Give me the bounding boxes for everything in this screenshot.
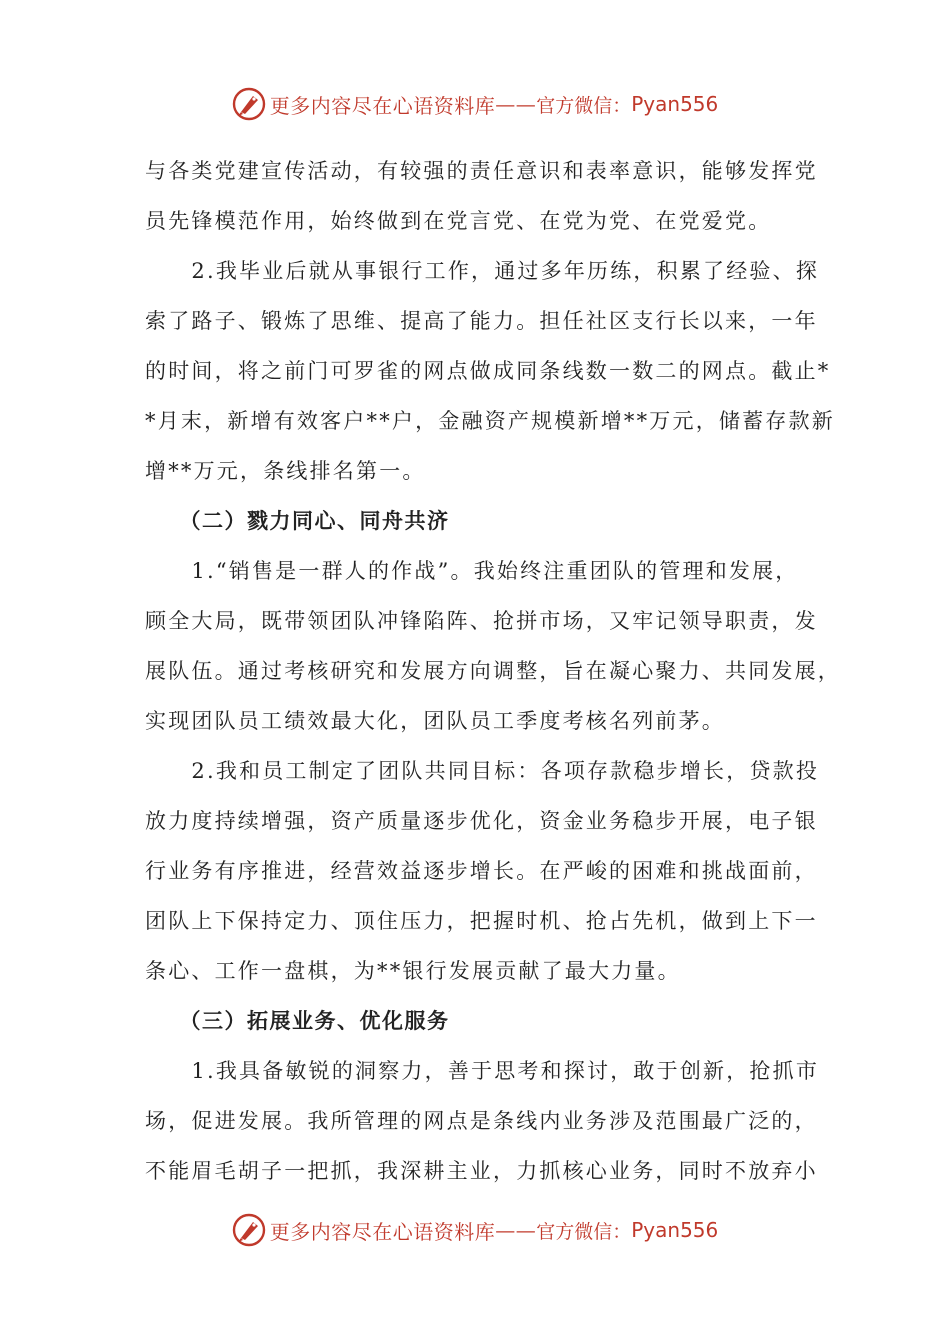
footer-banner <box>0 1210 950 1250</box>
text-line: 行业务有序推进，经营效益逐步增长。在严峻的困难和挑战面前， <box>145 859 818 883</box>
text-line: 增**万元，条线排名第一。 <box>145 459 426 483</box>
section-heading-2: （二）戮力同心、同舟共济 <box>145 508 450 533</box>
pen-nib-logo-icon <box>232 1213 266 1247</box>
body-text <box>145 146 841 1196</box>
text-line: 2.我和员工制定了团队共同目标：各项存款稳步增长，贷款投 <box>145 759 820 783</box>
text-line: 条心、工作一盘棋，为**银行发展贡献了最大力量。 <box>145 959 681 983</box>
pen-nib-logo-icon <box>232 87 266 121</box>
text-line: 索了路子、锻炼了思维、提高了能力。担任社区支行长以来，一年 <box>145 309 818 333</box>
text-line: 2.我毕业后就从事银行工作，通过多年历练，积累了经验、探 <box>145 259 820 283</box>
banner-site-text: 更多内容尽在心语资料库 <box>269 1219 496 1244</box>
banner-site-text: 更多内容尽在心语资料库 <box>269 93 496 118</box>
text-line: 实现团队员工绩效最大化，团队员工季度考核名列前茅。 <box>145 709 725 733</box>
text-line: 顾全大局，既带领团队冲锋陷阵、抢拼市场，又牢记领导职责，发 <box>145 609 818 633</box>
banner-wechat-label: 官方微信： <box>536 1220 632 1243</box>
banner-wechat-id: Pyan556 <box>631 1218 719 1242</box>
text-line: 放力度持续增强，资产质量逐步优化，资金业务稳步开展，电子银 <box>145 809 818 833</box>
header-banner <box>0 84 950 124</box>
text-line: 场，促进发展。我所管理的网点是条线内业务涉及范围最广泛的， <box>145 1109 818 1133</box>
section-heading-3: （三）拓展业务、优化服务 <box>145 1008 450 1033</box>
text-line: 不能眉毛胡子一把抓，我深耕主业，力抓核心业务，同时不放弃小 <box>145 1159 818 1183</box>
text-line: 1.“销售是一群人的作战”。我始终注重团队的管理和发展， <box>145 559 799 583</box>
text-line: 1.我具备敏锐的洞察力，善于思考和探讨，敢于创新，抢抓市 <box>145 1059 820 1083</box>
text-line: *月末，新增有效客户**户，金融资产规模新增**万元，储蓄存款新 <box>145 409 835 433</box>
text-line: 员先锋模范作用，始终做到在党言党、在党为党、在党爱党。 <box>145 209 772 233</box>
text-line: 的时间，将之前门可罗雀的网点做成同条线数一数二的网点。截止* <box>145 359 831 383</box>
text-line: 展队伍。通过考核研究和发展方向调整，旨在凝心聚力、共同发展， <box>145 659 841 683</box>
banner-wechat-label: 官方微信： <box>536 94 632 117</box>
banner-wechat-id: Pyan556 <box>631 92 719 116</box>
banner-dash: —— <box>495 92 537 116</box>
text-line: 与各类党建宣传活动，有较强的责任意识和表率意识，能够发挥党 <box>145 159 818 183</box>
banner-dash: —— <box>495 1218 537 1242</box>
text-line: 团队上下保持定力、顶住压力，把握时机、抢占先机，做到上下一 <box>145 909 818 933</box>
